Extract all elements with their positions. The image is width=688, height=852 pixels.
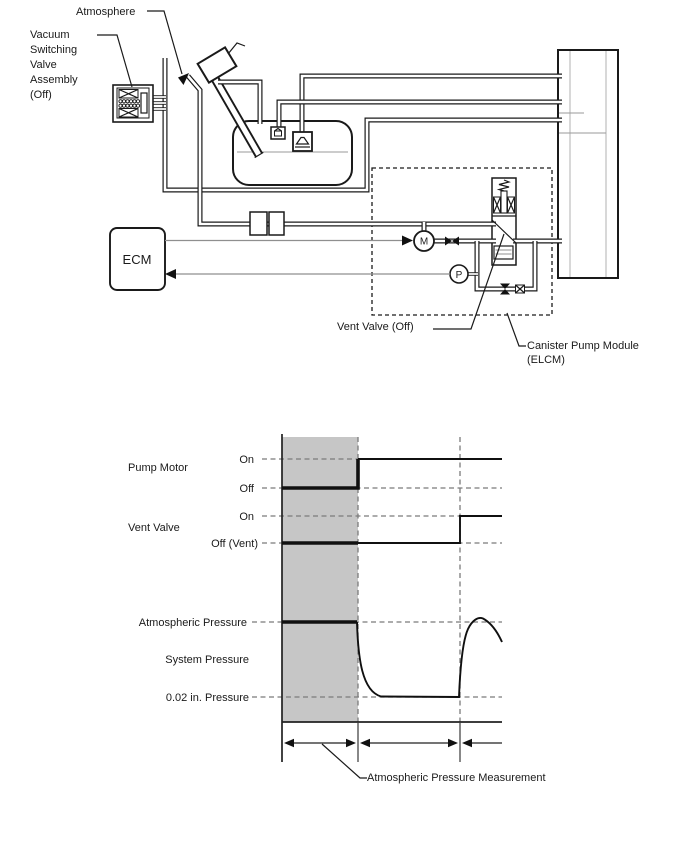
vsv-label-line-4: Assembly	[30, 74, 78, 86]
pump-body	[494, 246, 513, 259]
fuel-cap	[198, 43, 245, 83]
cutoff-valve	[271, 127, 285, 139]
vsv-label-line-1: Vacuum	[30, 29, 70, 41]
vsv-assembly	[113, 85, 166, 122]
pump-motor-symbol	[414, 231, 434, 251]
orifice-icon	[445, 237, 459, 246]
ecm-label: ECM	[122, 252, 152, 267]
inline-filter	[250, 212, 284, 235]
system-diagram	[30, 6, 639, 366]
cap-tether-line	[228, 43, 245, 54]
vent-valve-label: Vent Valve (Off)	[337, 321, 414, 333]
pressure-sensor-symbol: P	[455, 269, 463, 281]
arrow-right-icon	[402, 236, 413, 246]
vsv-label-line-5: (Off)	[30, 89, 52, 101]
elcm-leader-line	[507, 313, 526, 346]
motor-symbol: M	[419, 236, 429, 248]
signal-lines	[165, 236, 450, 280]
charcoal-canister	[558, 50, 618, 278]
filter-icon	[516, 285, 525, 293]
vsv-label-line-3: Valve	[30, 59, 57, 71]
annotation-leader-line	[322, 744, 367, 778]
atmosphere-label: Atmosphere	[76, 6, 136, 18]
vsv-label-line-2: Switching	[30, 44, 78, 56]
pressure-sensor-symbol	[450, 265, 468, 283]
low-pressure-label: 0.02 in. Pressure	[165, 692, 249, 704]
timing-chart	[128, 434, 546, 784]
measurement-annotation-label: Atmospheric Pressure Measurement	[367, 772, 546, 784]
pump-motor-row-label: Pump Motor	[128, 462, 188, 474]
pump-motor-off-label: Off	[239, 483, 254, 495]
system-pressure-label: System Pressure	[165, 654, 249, 666]
canister-pump-module-label-line-2: (ELCM)	[527, 354, 565, 366]
vsv-leader-line	[97, 35, 132, 87]
shaded-measurement-region	[282, 437, 358, 722]
fill-vent-valve	[293, 132, 312, 151]
time-span-arrows	[284, 739, 502, 747]
ecm-box	[110, 228, 165, 290]
pump-motor-on-label: On	[239, 454, 254, 466]
canister-pump-module-label-line-1: Canister Pump Module	[527, 340, 639, 352]
fuel-tank	[233, 121, 352, 185]
vent-valve-on-label: On	[239, 511, 254, 523]
arrow-left-icon	[165, 269, 176, 279]
vsv-connector	[141, 93, 147, 113]
atmospheric-pressure-label: Atmospheric Pressure	[138, 617, 247, 629]
vent-valve-off-label: Off (Vent)	[211, 538, 258, 550]
vent-valve-row-label: Vent Valve	[128, 522, 180, 534]
